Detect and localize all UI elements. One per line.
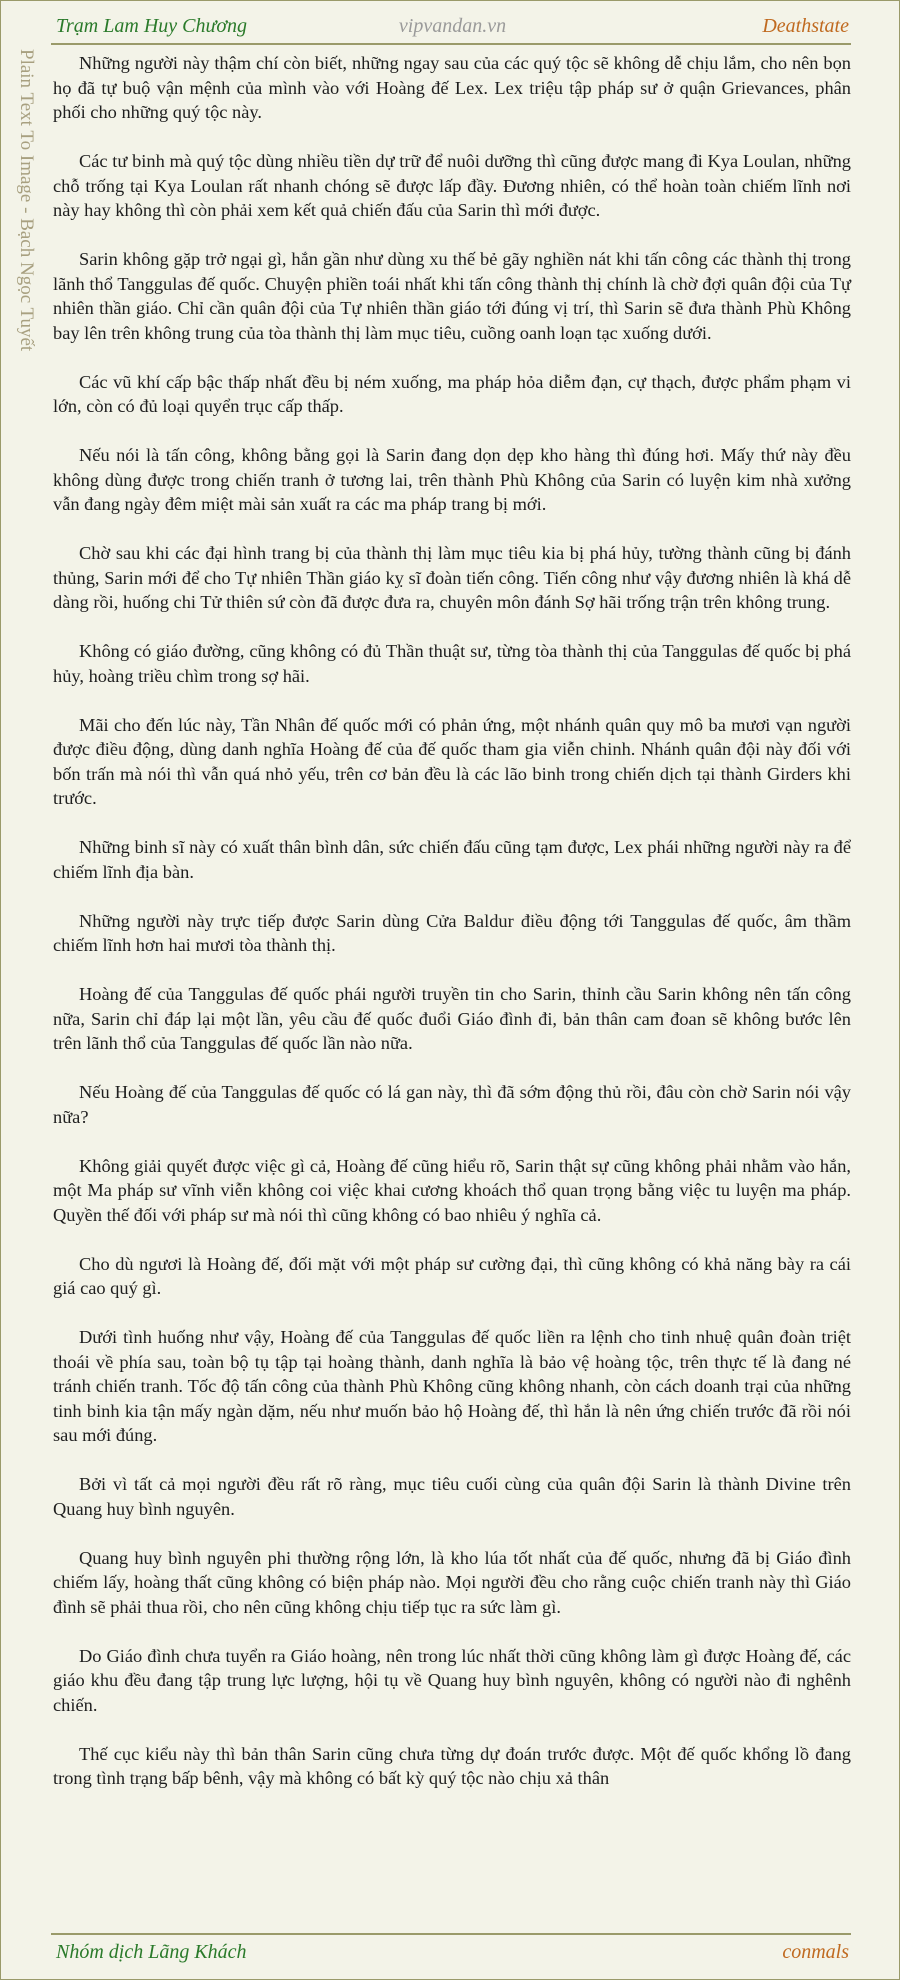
paragraph: Nếu Hoàng đế của Tanggulas đế quốc có lá gan này, thì đã sớm động thủ rồi, đâu còn chờ Sarin nói vậy nữa? <box>53 1082 851 1127</box>
header-translator: Trạm Lam Huy Chương <box>56 15 248 37</box>
paragraph: Các vũ khí cấp bậc thấp nhất đều bị ném xuống, ma pháp hỏa diễm đạn, cự thạch, được phẩm phạm vi lớn, còn có đủ loại quyển trục cấp thấp. <box>53 371 851 416</box>
page-footer <box>56 1937 849 1967</box>
header-rule <box>51 43 851 45</box>
footer-credit: conmals <box>782 1941 849 1963</box>
side-watermark: Plain Text To Image - Bạch Ngọc Tuyết <box>16 49 37 352</box>
chapter-text <box>53 51 851 1815</box>
paragraph: Nếu nói là tấn công, không bằng gọi là Sarin đang dọn dẹp kho hàng thì đúng hơi. Mấy thứ này đều không dùng được trong chiến tranh ở tương lai, trên thành Phù Không của Sarin có luyện kim nhà xưởng vẫn đang ngày đêm miệt mài sản xuất ra các ma pháp trang bị mới. <box>53 445 851 514</box>
header-site: vipvandan.vn <box>398 15 507 37</box>
paragraph: Không giải quyết được việc gì cả, Hoàng đế cũng hiểu rõ, Sarin thật sự cũng không phải nhằm vào hắn, một Ma pháp sư vĩnh viễn không coi việc khai cương khoách thổ quan trọng bằng việc tu luyện ma pháp. Quyền thế đối với pháp sư mà nói thì cũng không có bao nhiêu ý nghĩa cả. <box>53 1155 851 1225</box>
footer-group: Nhóm dịch Lãng Khách <box>56 1941 247 1963</box>
footer-rule <box>51 1933 851 1935</box>
paragraph: Quang huy bình nguyên phi thường rộng lớn, là kho lúa tốt nhất của đế quốc, nhưng đã bị Giáo đình chiếm lấy, hoàng thất cũng không có biện pháp nào. Mọi người đều cho rằng cuộc chiến tranh này thì Giáo đình sẽ phải thua rồi, cho nên cũng không chịu tiếp tục ra sức làm gì. <box>53 1547 851 1617</box>
paragraph: Bởi vì tất cả mọi người đều rất rõ ràng, mục tiêu cuối cùng của quân đội Sarin là thành Divine trên Quang huy bình nguyên. <box>53 1474 851 1519</box>
paragraph: Những binh sĩ này có xuất thân bình dân, sức chiến đấu cũng tạm được, Lex phái những người này ra để chiếm lĩnh địa bàn. <box>53 837 851 882</box>
paragraph: Dưới tình huống như vậy, Hoàng đế của Tanggulas đế quốc liền ra lệnh cho tinh nhuệ quân đoàn triệt thoái về phía sau, toàn bộ tụ tập tại hoàng thành, danh nghĩa là bảo vệ hoàng tộc, trên thực tế là đang né tránh chiến tranh. Tốc độ tấn công của thành Phù Không cũng không nhanh, còn cách doanh trại của những tinh binh kia tận mấy ngàn dặm, nếu như muốn bảo hộ Hoàng đế, thì hắn là nên ứng chiến trước đã rồi nói sau mới đúng. <box>53 1327 851 1445</box>
paragraph: Sarin không gặp trở ngại gì, hắn gần như dùng xu thế bẻ gãy nghiền nát khi tấn công các thành thị trong lãnh thổ Tanggulas đế quốc. Chuyện phiền toái nhất khi tấn công thành thị chính là chờ đợi quân đội của Tự nhiên thần giáo. Chỉ cần quân đội của Tự nhiên thần giáo tới đúng vị trí, thì Sarin sẽ đưa thành Phù Không bay lên trên không trung của tòa thành thị làm mục tiêu, cuồng oanh loạn tạc xuống dưới. <box>53 249 851 343</box>
paragraph: Mãi cho đến lúc này, Tần Nhân đế quốc mới có phản ứng, một nhánh quân quy mô ba mươi vạn người được điều động, dùng danh nghĩa Hoàng đế của đế quốc tham gia viễn chinh. Nhánh quân đội này đối với bốn trấn mà nói thì vẫn quá nhỏ yếu, trên cơ bản đều là các lão binh trong chiến dịch tại thành Girders khi trước. <box>53 714 851 808</box>
paragraph: Những người này thậm chí còn biết, những ngay sau của các quý tộc sẽ không dễ chịu lắm, cho nên bọn họ đã tự buộ vận mệnh của mình vào với Hoàng đế Lex. Lex triệu tập pháp sư ở quận Grievances, phân phối cho những quý tộc này. <box>53 53 851 122</box>
paragraph: Thế cục kiểu này thì bản thân Sarin cũng chưa từng dự đoán trước được. Một đế quốc khổng lồ đang trong tình trạng bấp bênh, vậy mà không có bất kỳ quý tộc nào chịu xả thân <box>53 1743 851 1788</box>
paragraph: Cho dù ngươi là Hoàng đế, đối mặt với một pháp sư cường đại, thì cũng không có khả năng bày ra cái giá cao quý gì. <box>53 1253 851 1298</box>
paragraph: Những người này trực tiếp được Sarin dùng Cửa Baldur điều động tới Tanggulas đế quốc, âm thầm chiếm lĩnh hơn hai mươi tòa thành thị. <box>53 910 851 955</box>
paragraph: Các tư binh mà quý tộc dùng nhiều tiền dự trữ để nuôi dưỡng thì cũng được mang đi Kya Loulan, những chỗ trống tại Kya Loulan rất nhanh chóng sẽ được lấp đầy. Đương nhiên, có thể hoàn toàn chiếm lĩnh nơi này hay không thì còn phải xem kết quả chiến đấu của Sarin thì mới được. <box>53 151 851 220</box>
paragraph: Do Giáo đình chưa tuyển ra Giáo hoàng, nên trong lúc nhất thời cũng không làm gì được Hoàng đế, các giáo khu đều đang tập trung lực lượng, hội tụ về Quang huy bình nguyên, không có người nào đi nghênh chiến. <box>53 1645 851 1715</box>
paragraph: Hoàng đế của Tanggulas đế quốc phái người truyền tin cho Sarin, thỉnh cầu Sarin không nên tấn công nữa, Sarin chỉ đáp lại một lần, yêu cầu đế quốc đuổi Giáo đình đi, bản thân cam đoan sẽ không bước lên trên lãnh thổ của Tanggulas đế quốc lần nào nữa. <box>53 984 851 1053</box>
paragraph: Chờ sau khi các đại hình trang bị của thành thị làm mục tiêu kia bị phá hủy, tường thành cũng bị đánh thủng, Sarin mới để cho Tự nhiên Thần giáo kỵ sĩ đoàn tiến công. Tiến công như vậy đương nhiên là khá dễ dàng rồi, huống chi Tử thiên sứ còn đã được đưa ra, chuyên môn đánh Sợ hãi trống trận trên không trung. <box>53 543 851 612</box>
paragraph: Không có giáo đường, cũng không có đủ Thần thuật sư, từng tòa thành thị của Tanggulas đế quốc bị phá hủy, hoàng triều chìm trong sợ hãi. <box>53 641 851 686</box>
page-header <box>56 11 849 41</box>
header-editor: Deathstate <box>762 15 849 37</box>
